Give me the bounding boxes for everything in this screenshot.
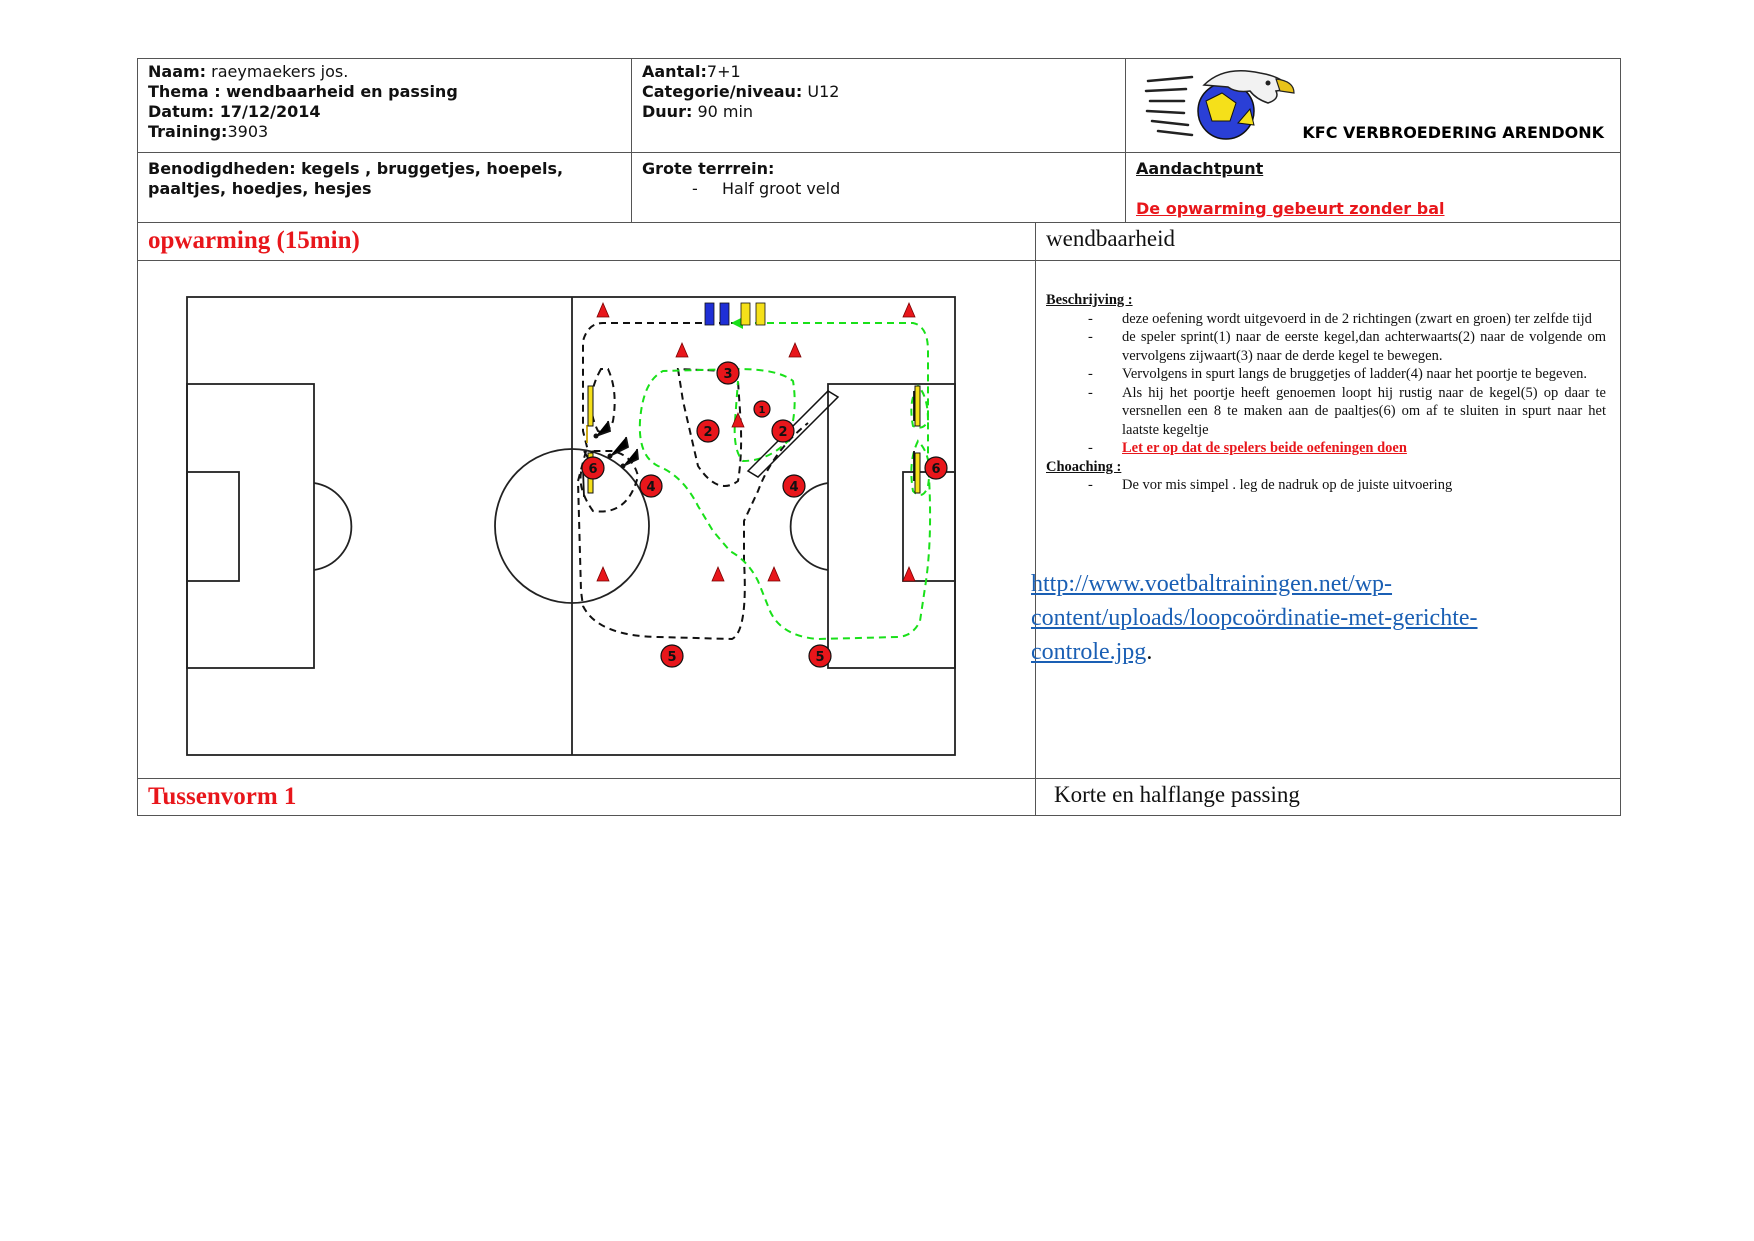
marker-5 — [809, 645, 831, 667]
marker-4 — [783, 475, 805, 497]
duur-value: 90 min — [692, 102, 754, 121]
datum-label: Datum: 17/12/2014 — [148, 102, 321, 121]
reference-link-line2[interactable]: content/uploads/loopcoördinatie-met-gerichte- — [1031, 605, 1478, 631]
training-value: 3903 — [227, 122, 269, 141]
marker-6 — [925, 457, 947, 479]
training-diagram — [138, 261, 1034, 777]
marker-1 — [754, 401, 770, 417]
info-cell-left — [137, 58, 632, 153]
club-name: KFC VERBROEDERING ARENDONK — [1302, 123, 1604, 142]
choaching-list — [1046, 476, 1606, 495]
svg-text:2: 2 — [703, 425, 713, 440]
training-label: Training: — [148, 122, 228, 141]
aantal-value: 7+1 — [706, 62, 741, 81]
beschrijving-warning — [1046, 439, 1606, 458]
terrein-cell: Grote terrrein: - Half groot veld — [631, 152, 1126, 223]
beschrijving-label: Beschrijving : — [1046, 292, 1133, 308]
info-cell-middle — [631, 58, 1126, 153]
naam-label: Naam: — [148, 62, 207, 81]
section1-title: opwarming (15min) — [137, 222, 1036, 261]
svg-text:5: 5 — [815, 650, 825, 665]
terrein-label: Grote terrrein: — [642, 159, 775, 178]
link-suffix: . — [1146, 639, 1153, 665]
beschrijving-item: - Vervolgens in spurt langs de bruggetjes of ladder(4) naar het poortje te begeven. — [1046, 365, 1606, 384]
terrein-item: Half groot veld — [722, 179, 841, 198]
categorie-value: U12 — [802, 82, 840, 101]
naam-value: raeymaekers jos. — [206, 62, 349, 81]
description-cell — [1031, 260, 1621, 779]
club-cell — [1125, 58, 1621, 153]
aandacht-cell — [1125, 152, 1621, 223]
reference-link-block — [1031, 567, 1611, 669]
diagram-cell — [137, 260, 1036, 779]
club-logo — [1144, 63, 1304, 143]
reference-link-line3[interactable]: controle.jpg — [1031, 639, 1147, 665]
svg-text:4: 4 — [646, 480, 656, 495]
svg-text:1: 1 — [758, 405, 766, 416]
thema-label: Thema : wendbaarheid en passing — [148, 82, 458, 101]
svg-text:5: 5 — [667, 650, 677, 665]
benodigdheden-text: Benodigdheden: kegels , bruggetjes, hoepels, paaltjes, hoedjes, hesjes — [148, 159, 564, 198]
marker-5 — [661, 645, 683, 667]
beschrijving-item: - Als hij het poortje heeft genoemen loopt hij rustig naar de kegel(5) op daar te versnellen een 8 te maken aan de paaltjes(6) om af te sluiten in spurt naar het laatste kegeltje — [1046, 384, 1606, 440]
warning-text: Let er op dat de spelers beide oefeningen doen — [1122, 440, 1407, 456]
svg-text:2: 2 — [778, 425, 788, 440]
aantal-label: Aantal: — [642, 62, 707, 81]
svg-text:4: 4 — [789, 480, 799, 495]
marker-6 — [582, 457, 604, 479]
marker-4 — [640, 475, 662, 497]
benodigdheden-cell — [137, 152, 632, 223]
aandacht-label: Aandachtpunt — [1136, 159, 1264, 178]
section1-right: wendbaarheid — [1035, 222, 1621, 261]
svg-text:6: 6 — [588, 462, 598, 477]
beschrijving-list — [1046, 310, 1606, 458]
duur-label: Duur: — [642, 102, 693, 121]
reference-link-line1[interactable]: http://www.voetbaltrainingen.net/wp- — [1031, 571, 1393, 597]
marker-layer — [582, 362, 947, 667]
section2-title: Tussenvorm 1 — [137, 778, 1036, 816]
aandacht-value: De opwarming gebeurt zonder bal — [1136, 199, 1445, 218]
beschrijving-item: - de speler sprint(1) naar de eerste kegel,dan achterwaarts(2) naar de volgende om vervolgens zijwaart(3) naar de derde kegel te bewegen. — [1046, 328, 1606, 365]
categorie-label: Categorie/niveau: — [642, 82, 803, 101]
choaching-item: - De vor mis simpel . leg de nadruk op de juiste uitvoering — [1046, 476, 1606, 495]
marker-2 — [697, 420, 719, 442]
marker-2 — [772, 420, 794, 442]
svg-text:3: 3 — [723, 367, 733, 382]
marker-3 — [717, 362, 739, 384]
svg-text:6: 6 — [931, 462, 941, 477]
description-block — [1046, 291, 1606, 495]
section2-right: Korte en halflange passing — [1035, 778, 1621, 816]
beschrijving-item: - deze oefening wordt uitgevoerd in de 2 richtingen (zwart en groen) ter zelfde tijd — [1046, 310, 1606, 329]
choaching-label: Choaching : — [1046, 458, 1122, 475]
